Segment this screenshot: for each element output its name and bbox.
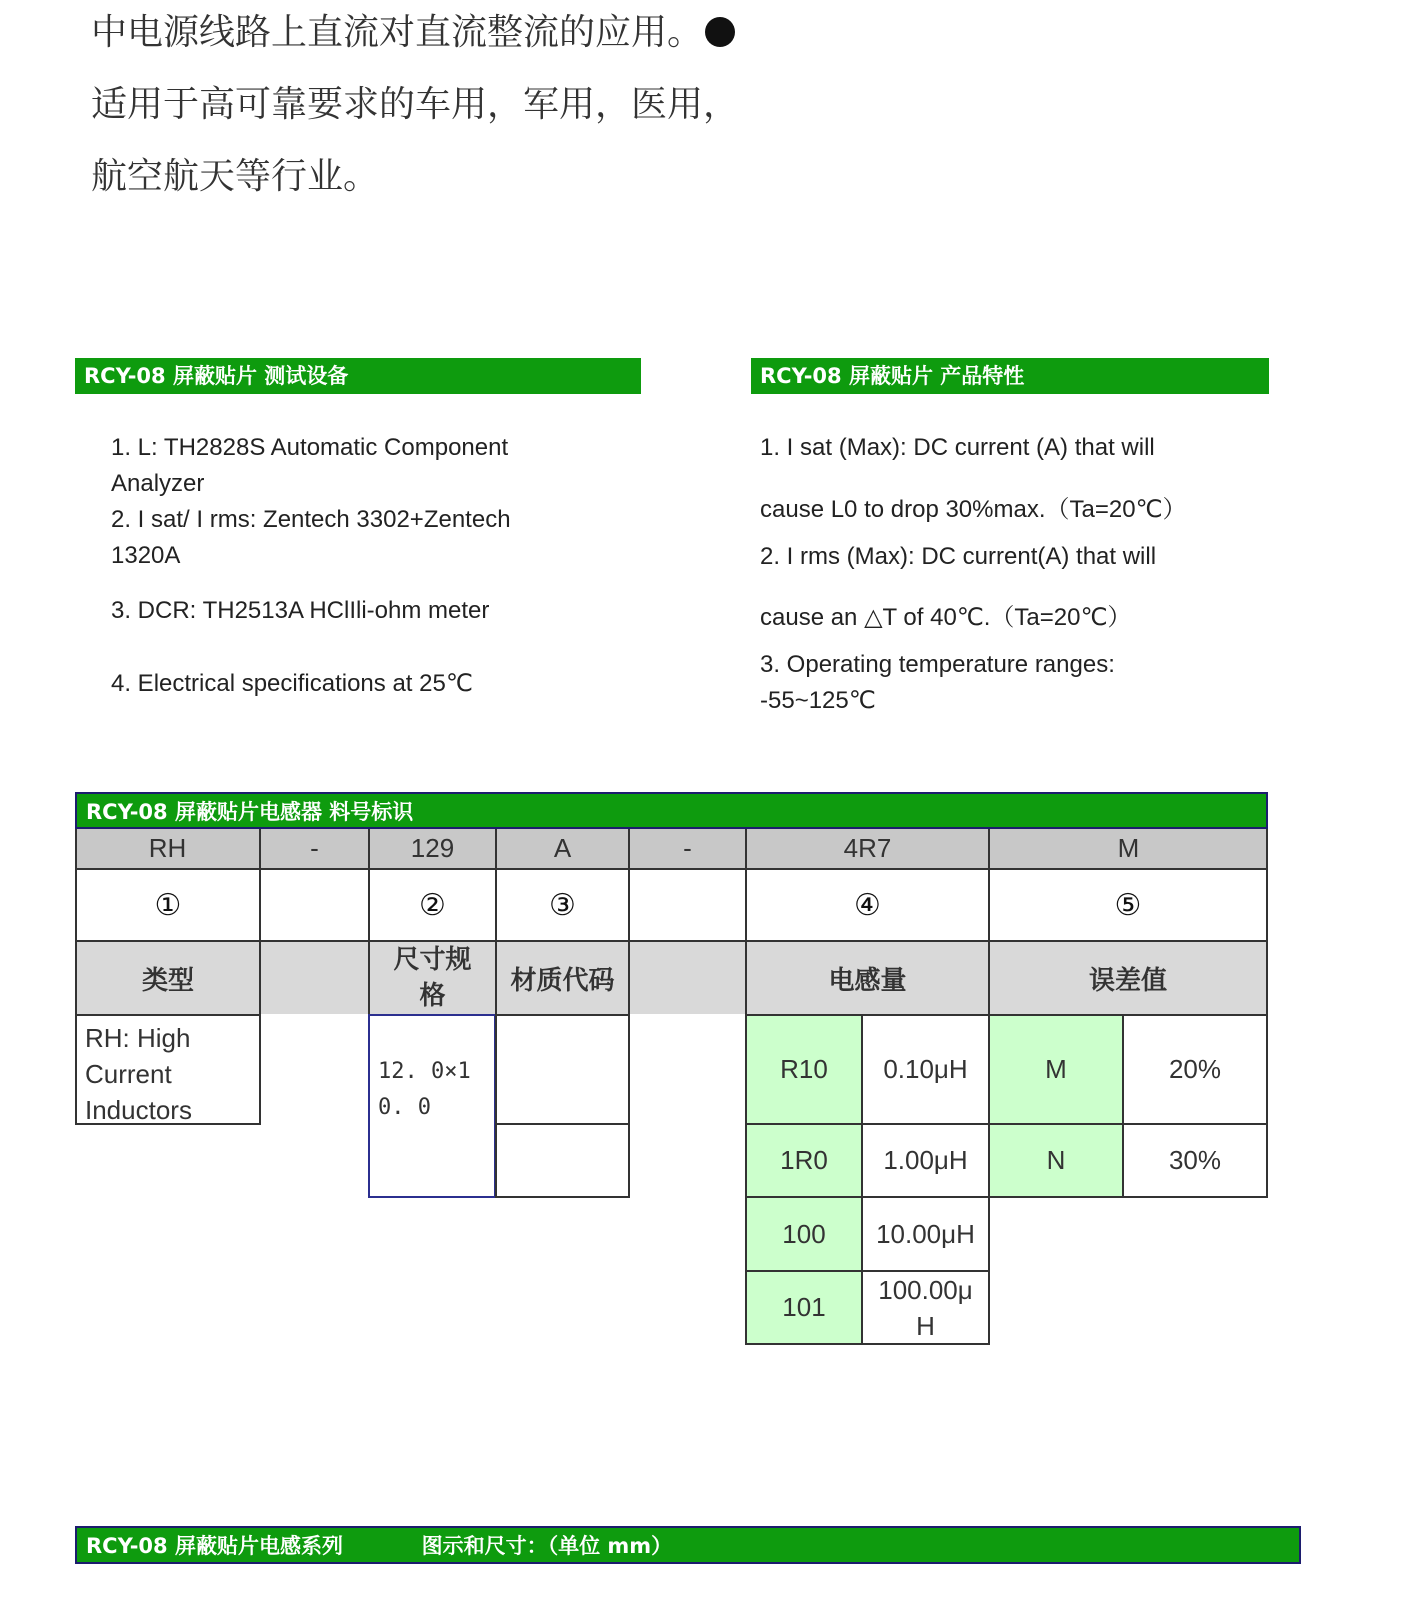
- intro-line-2: 适用于高可靠要求的车用，军用，医用，: [91, 84, 740, 125]
- divider: [628, 829, 630, 868]
- type-value: RH: High Current Inductors: [75, 1014, 261, 1125]
- marker-5: ⑤: [988, 868, 1268, 942]
- inductance-code: 101: [745, 1270, 863, 1345]
- inductance-value: 0.10μH: [861, 1014, 990, 1125]
- feature-line-6: -55~125℃: [760, 687, 876, 714]
- intro-line-1-text: 中电源线路上直流对直流整流的应用。: [91, 12, 704, 53]
- series-subtitle: 图示和尺寸：（单位 mm）: [421, 1534, 673, 1558]
- tolerance-value: 20%: [1122, 1014, 1268, 1125]
- marker-2: ②: [368, 868, 497, 942]
- intro-line-3: 航空航天等行业。: [91, 156, 380, 197]
- code-tolerance: M: [989, 829, 1268, 868]
- label-type: 类型: [75, 940, 261, 1016]
- divider: [745, 829, 747, 868]
- label-empty-1: [261, 942, 368, 1014]
- marker-4: ④: [745, 868, 990, 942]
- inductance-code: R10: [745, 1014, 863, 1125]
- divider: [368, 829, 370, 868]
- part-number-header: RCY-08 屏蔽贴片电感器 料号标识: [75, 792, 1268, 829]
- bullet-icon: [705, 17, 735, 47]
- label-empty-2: [630, 942, 745, 1014]
- divider: [259, 829, 261, 868]
- series-header: [75, 1526, 1301, 1564]
- tolerance-value: 30%: [1122, 1123, 1268, 1198]
- tolerance-code: N: [988, 1123, 1124, 1198]
- test-equipment-header: RCY-08 屏蔽贴片 测试设备: [75, 358, 641, 394]
- inductance-value: 100.00μH: [861, 1270, 990, 1345]
- series-title: RCY-08 屏蔽贴片电感系列: [86, 1534, 343, 1558]
- test-item-1: 1. L: TH2828S Automatic Component: [111, 434, 509, 461]
- material-cell-1: [495, 1014, 630, 1125]
- tolerance-code: M: [988, 1014, 1124, 1125]
- feature-line-5: 3. Operating temperature ranges:: [760, 651, 1115, 678]
- code-dash-1: -: [260, 829, 369, 868]
- material-cell-2: [495, 1123, 630, 1198]
- intro-line-1: [91, 4, 735, 55]
- code-material: A: [496, 829, 629, 868]
- marker-3: ③: [495, 868, 630, 942]
- test-item-2-cont: 1320A: [111, 542, 181, 569]
- feature-line-3: 2. I rms (Max): DC current(A) that will: [760, 543, 1157, 570]
- label-tolerance: 误差值: [988, 940, 1268, 1016]
- marker-empty-2: [628, 868, 747, 942]
- feature-line-2: cause L0 to drop 30%max.（Ta=20℃）: [760, 496, 1187, 523]
- inductance-value: 1.00μH: [861, 1123, 990, 1198]
- label-inductance: 电感量: [745, 940, 990, 1016]
- inductance-value: 10.00μH: [861, 1196, 990, 1272]
- label-material: 材质代码: [495, 940, 630, 1016]
- code-dash-2: -: [629, 829, 746, 868]
- feature-line-4: cause an △T of 40℃.（Ta=20℃）: [760, 604, 1132, 631]
- test-item-3: 3. DCR: TH2513A HClIli-ohm meter: [111, 597, 490, 624]
- divider: [495, 829, 497, 868]
- inductance-code: 1R0: [745, 1123, 863, 1198]
- code-inductance: 4R7: [746, 829, 989, 868]
- inductance-code: 100: [745, 1196, 863, 1272]
- code-rh: RH: [75, 829, 260, 868]
- feature-line-1: 1. I sat (Max): DC current (A) that will: [760, 434, 1155, 461]
- test-item-4: 4. Electrical specifications at 25℃: [111, 670, 473, 697]
- marker-1: ①: [75, 868, 261, 942]
- code-size: 129: [369, 829, 496, 868]
- test-item-1-cont: Analyzer: [111, 470, 205, 497]
- label-size: 尺寸规格: [368, 940, 497, 1016]
- size-value: 12. 0×10. 0: [368, 1014, 496, 1198]
- test-item-2: 2. I sat/ I rms: Zentech 3302+Zentech: [111, 506, 511, 533]
- divider: [988, 829, 990, 868]
- product-features-header: RCY-08 屏蔽贴片 产品特性: [751, 358, 1269, 394]
- marker-empty-1: [259, 868, 370, 942]
